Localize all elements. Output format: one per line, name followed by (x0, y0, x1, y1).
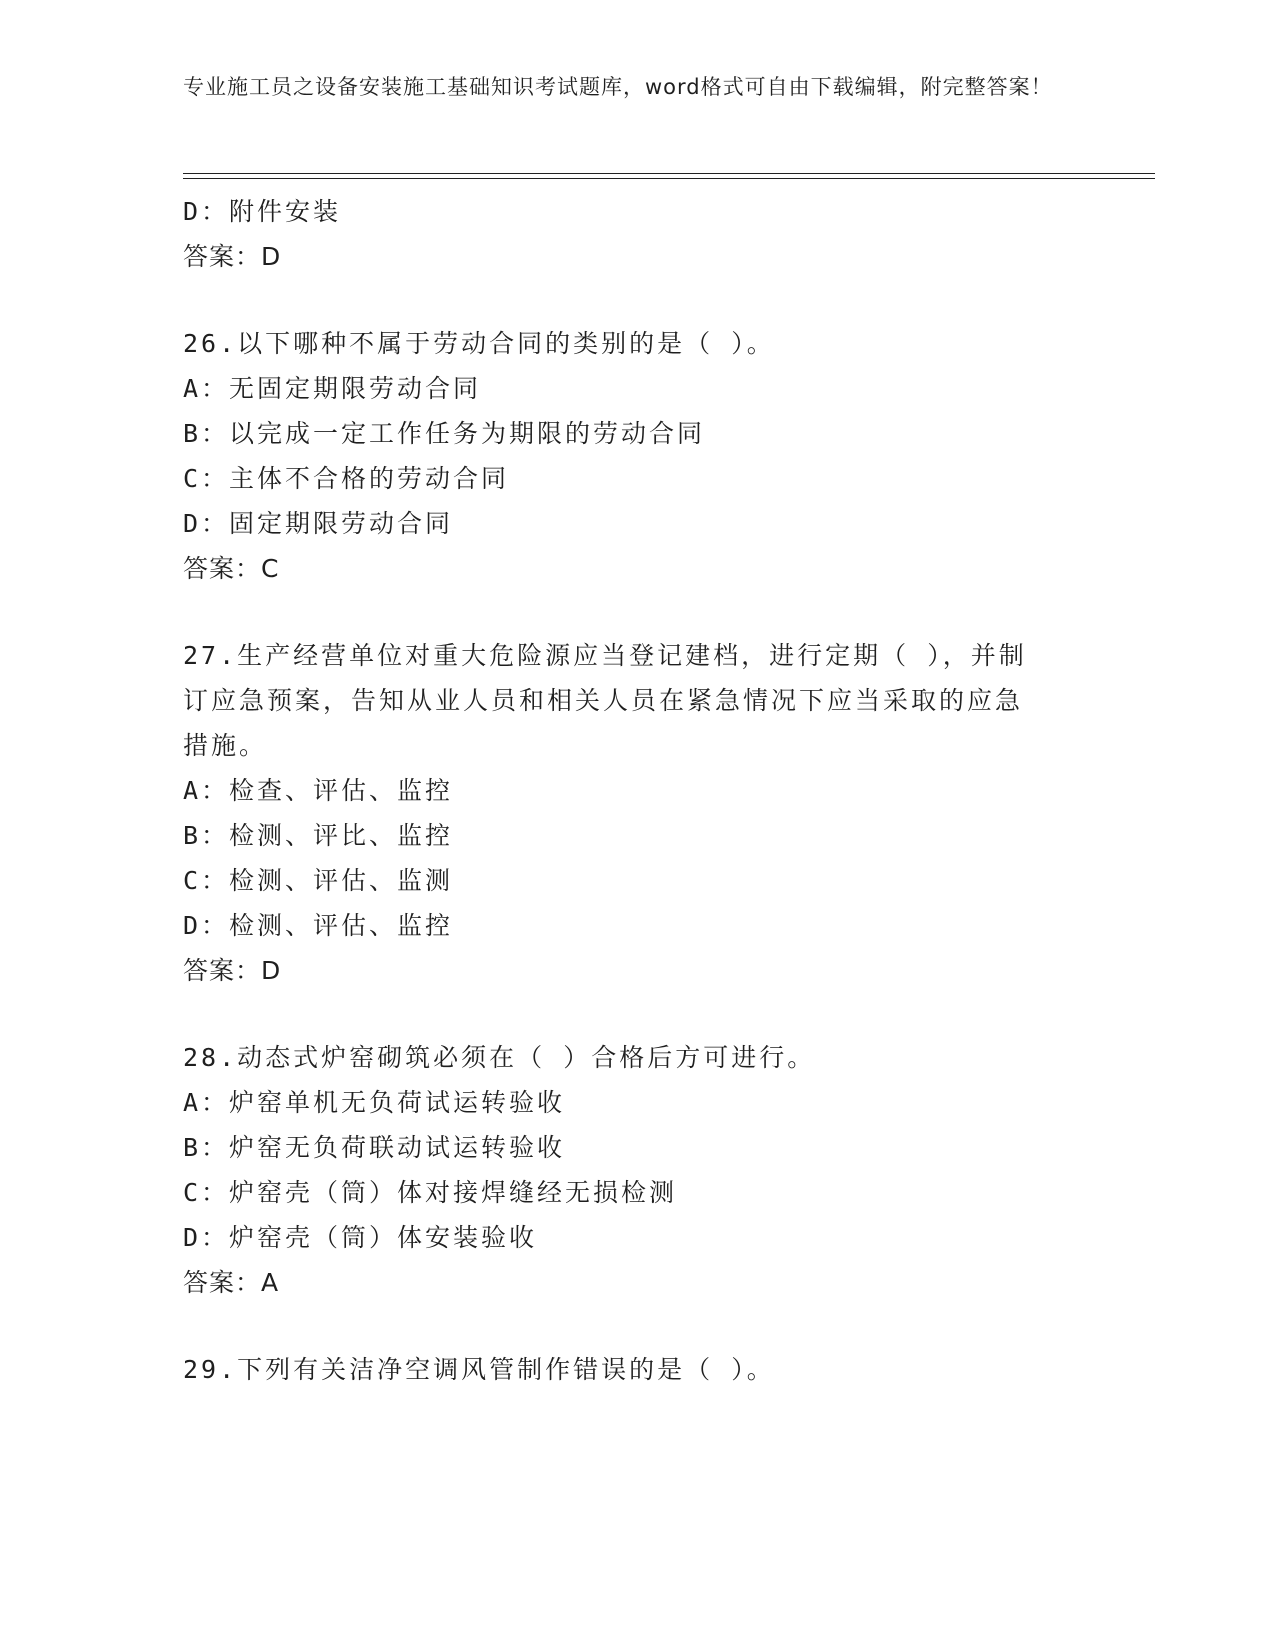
option-d: D：固定期限劳动合同 (183, 509, 454, 538)
answer-line: 答案：D (183, 956, 282, 985)
question-stem: 29.下列有关洁净空调风管制作错误的是（ ）。 (183, 1355, 775, 1384)
option-d: D：炉窑壳（筒）体安装验收 (183, 1223, 538, 1252)
question-28 (183, 1035, 1063, 1305)
option-b: B：炉窑无负荷联动试运转验收 (183, 1133, 566, 1162)
option-d: D：附件安装 (183, 197, 342, 226)
question-27 (183, 633, 1063, 993)
header-divider-secondary (183, 178, 1155, 179)
option-a: A：炉窑单机无负荷试运转验收 (183, 1088, 566, 1117)
answer-line: 答案：A (183, 1268, 280, 1297)
question-stem: 26.以下哪种不属于劳动合同的类别的是（ ）。 (183, 329, 775, 358)
document-header: 专业施工员之设备安装施工基础知识考试题库，word格式可自由下载编辑，附完整答案！ (183, 75, 1053, 99)
option-a: A：检查、评估、监控 (183, 776, 454, 805)
question-29 (183, 1347, 1063, 1392)
spacer (183, 1305, 1063, 1347)
spacer (183, 591, 1063, 633)
question-26 (183, 321, 1063, 591)
spacer (183, 993, 1063, 1035)
question-stem-continued: 措施。 (183, 731, 268, 760)
question-stem: 27.生产经营单位对重大危险源应当登记建档，进行定期（ ），并制 (183, 641, 1027, 670)
answer-line: 答案：C (183, 554, 280, 583)
spacer (183, 279, 1063, 321)
option-b: B：检测、评比、监控 (183, 821, 454, 850)
option-c: C：检测、评估、监测 (183, 866, 454, 895)
question-stem-continued: 订应急预案，告知从业人员和相关人员在紧急情况下应当采取的应急 (183, 686, 1024, 715)
header-divider (183, 173, 1155, 174)
option-d: D：检测、评估、监控 (183, 911, 454, 940)
answer-line: 答案：D (183, 242, 282, 271)
option-c: C：炉窑壳（筒）体对接焊缝经无损检测 (183, 1178, 678, 1207)
question-stem: 28.动态式炉窑砌筑必须在（ ）合格后方可进行。 (183, 1043, 816, 1072)
option-a: A：无固定期限劳动合同 (183, 374, 482, 403)
question-content (183, 189, 1063, 1392)
option-c: C：主体不合格的劳动合同 (183, 464, 510, 493)
option-b: B：以完成一定工作任务为期限的劳动合同 (183, 419, 706, 448)
